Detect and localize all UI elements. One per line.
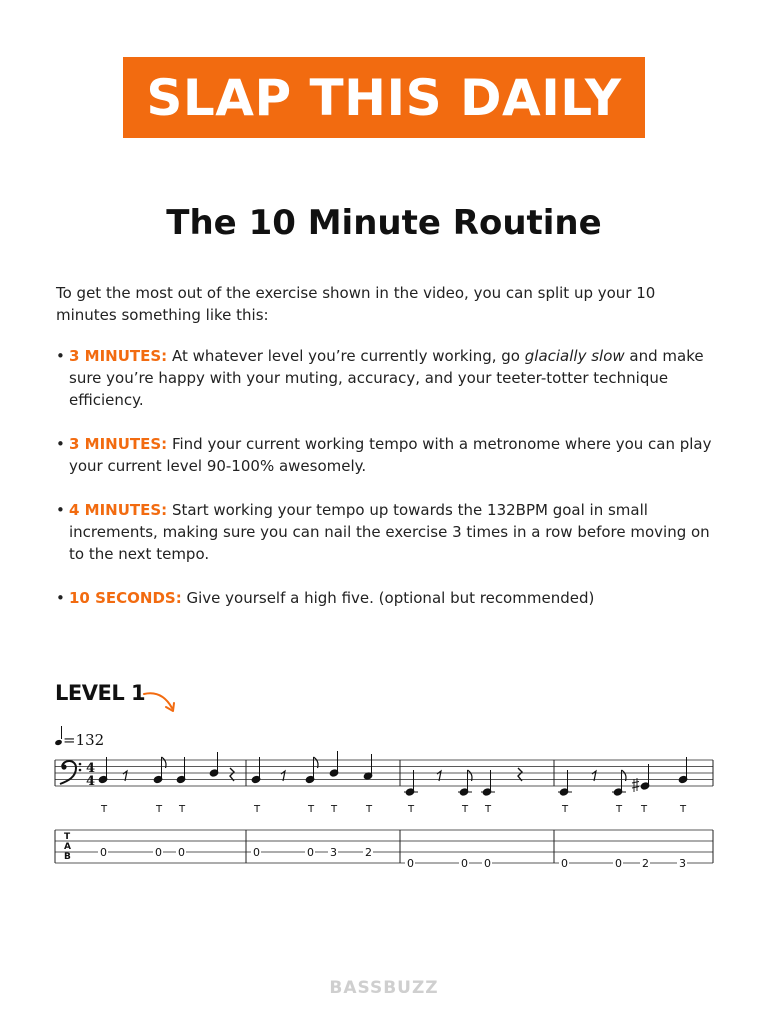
technique-mark: T <box>308 804 315 815</box>
technique-mark: T <box>485 804 492 815</box>
tempo-value: =132 <box>63 731 105 749</box>
bullet-text: At whatever level you’re currently working, go <box>167 347 525 365</box>
bullet-text: Give yourself a high five. (optional but recommended) <box>181 589 595 607</box>
sharp-icon <box>632 778 639 792</box>
notation-score <box>0 740 768 880</box>
bullet-text: Find your current working tempo with a metronome where you can play your current level 90-100% awesomely. <box>69 435 712 475</box>
technique-mark: T <box>462 804 469 815</box>
tab-number: 0 <box>561 857 568 870</box>
tab-number: 0 <box>155 846 162 859</box>
technique-mark: T <box>616 804 623 815</box>
tab-number: 0 <box>307 846 314 859</box>
list-item <box>56 345 716 411</box>
tab-number: 2 <box>365 846 372 859</box>
technique-mark: T <box>408 804 415 815</box>
banner-text: SLAP THIS DAILY <box>146 68 622 127</box>
tab-number: 0 <box>407 857 414 870</box>
tab-number: 0 <box>100 846 107 859</box>
curved-arrow-icon <box>142 688 178 718</box>
measure-2-notes <box>251 751 373 784</box>
bullet-text: and make sure you’re happy with your muting, accuracy, and your teeter-totter technique efficiency. <box>69 347 704 409</box>
tab-clef-icon <box>64 832 71 862</box>
technique-mark: T <box>641 804 648 815</box>
svg-text:T: T <box>64 832 71 842</box>
technique-mark: T <box>179 804 186 815</box>
staff <box>55 760 713 786</box>
technique-mark: T <box>254 804 261 815</box>
bullet-text: Start working your tempo up towards the 132BPM goal in small increments, making sure you can nail the exercise 3 times in a row before moving on to the next tempo. <box>69 501 710 563</box>
tab-number: 3 <box>330 846 337 859</box>
measure-4-notes <box>558 757 688 796</box>
routine-list <box>56 345 716 631</box>
title-banner <box>123 57 645 138</box>
bullet-lead: 10 SECONDS: <box>69 589 182 607</box>
svg-text:A: A <box>64 842 71 852</box>
technique-mark: T <box>562 804 569 815</box>
list-item <box>56 499 716 565</box>
list-item <box>56 587 716 609</box>
tab-number: 0 <box>484 857 491 870</box>
tab-number: 2 <box>642 857 649 870</box>
tab-number: 0 <box>253 846 260 859</box>
level-heading: LEVEL 1 <box>55 681 146 705</box>
technique-mark: T <box>366 804 373 815</box>
bass-clef-icon <box>60 761 81 784</box>
bullet-lead: 3 MINUTES: <box>69 435 168 453</box>
tab-number: 0 <box>461 857 468 870</box>
technique-mark: T <box>331 804 338 815</box>
brand-footer: BASSBUZZ <box>329 978 439 998</box>
bullet-lead: 4 MINUTES: <box>69 501 168 519</box>
bullet-lead: 3 MINUTES: <box>69 347 168 365</box>
time-sig-top: 4 <box>86 761 96 776</box>
bullet-emphasis: glacially slow <box>524 347 625 365</box>
tab-number: 3 <box>679 857 686 870</box>
list-item <box>56 433 716 477</box>
measure-1-notes <box>98 752 234 784</box>
tab-number: 0 <box>178 846 185 859</box>
svg-text:B: B <box>64 852 71 862</box>
technique-mark: T <box>680 804 687 815</box>
intro-paragraph: To get the most out of the exercise shown in the video, you can split up your 10 minutes something like this: <box>56 284 656 324</box>
technique-mark: T <box>156 804 163 815</box>
technique-mark: T <box>101 804 108 815</box>
tab-number: 0 <box>615 857 622 870</box>
page-title: The 10 Minute Routine <box>166 203 602 243</box>
measure-3-notes <box>404 768 522 796</box>
time-sig-bottom: 4 <box>86 774 96 789</box>
